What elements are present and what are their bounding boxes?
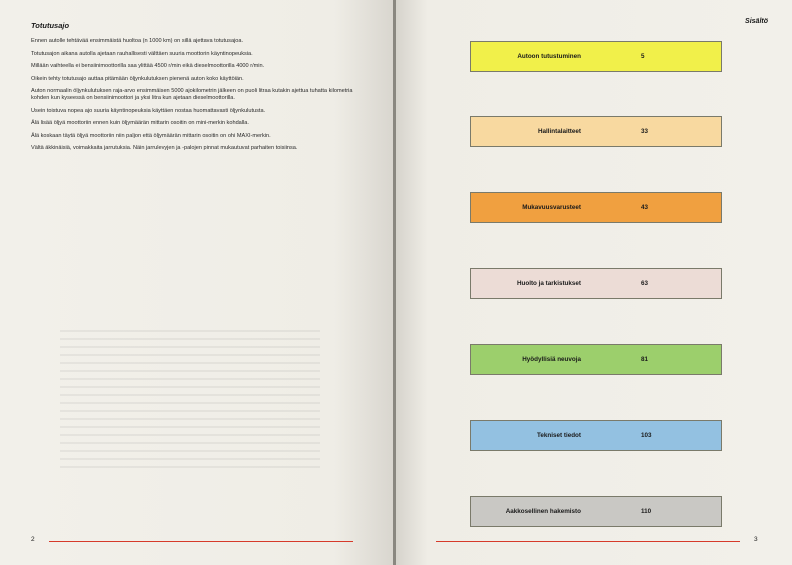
page-number-right: 3	[754, 536, 758, 543]
toc-entry-hallintalaitteet[interactable]	[470, 116, 722, 147]
toc-page-number: 63	[641, 280, 649, 287]
toc-label: Hyödyllisiä neuvoja	[522, 356, 581, 363]
right-page	[396, 0, 792, 565]
toc-label: Tekniset tiedot	[537, 432, 581, 439]
show-through-shadow	[60, 330, 320, 470]
toc-label: Aakkosellinen hakemisto	[505, 508, 581, 515]
toc-label: Hallintalaitteet	[537, 128, 581, 135]
toc-page-number: 110	[641, 508, 652, 515]
toc-title: Sisältö	[745, 18, 768, 25]
paragraph: Usein toistuva nopea ajo suuria käyntinopeuksia käyttäen nostaa huomattavasti öljynkulutusta.	[31, 107, 266, 114]
toc-page-number: 81	[641, 356, 649, 363]
body-text	[31, 38, 361, 158]
paragraph: Totutusajon aikana autolla ajetaan rauhallisesti välttäen suuria moottorin käyntinopeuksia.	[31, 50, 253, 57]
toc-entry-tekniset-tiedot[interactable]	[470, 420, 722, 451]
toc-entry-aakkosellinen-hakemisto[interactable]	[470, 496, 722, 527]
toc-entry-autoon-tutustuminen[interactable]	[470, 41, 722, 72]
toc-page-number: 43	[641, 204, 649, 211]
left-page	[0, 0, 393, 565]
toc-entry-huolto-ja-tarkistukset[interactable]	[470, 268, 722, 299]
section-title: Totutusajo	[31, 21, 70, 30]
toc-page-number: 33	[641, 128, 649, 135]
page-number-left: 2	[31, 536, 35, 543]
paragraph: Älä koskaan täytä öljyä moottoriin niin paljon että öljymäärän mittarin osoitin on ohi MAXI-merkin.	[31, 132, 271, 139]
paragraph: Auton normaalin öljynkulutuksen raja-arvo ensimmäisen 5000 ajokilometrin jälkeen on puoli litraa kutakin ajettua tuhatta kilometria kohden kun kyseessä on bensiinimoottori ja yksi litra kun ajetaan dieselmoottorilla.	[31, 88, 353, 102]
footer-rule-left	[49, 541, 353, 542]
paragraph: Ennen autolle tehtävää ensimmäistä huoltoa (n 1000 km) on sillä ajettava totutusajoa.	[31, 38, 244, 44]
footer-rule-right	[436, 541, 740, 542]
toc-page-number: 103	[641, 432, 652, 439]
toc-label: Autoon tutustuminen	[517, 53, 581, 60]
paragraph: Älä lisää öljyä moottoriin ennen kuin öljymäärän mittarin osoitin on mini-merkin kohdalla.	[31, 120, 249, 127]
paragraph: Vältä äkkinäisiä, voimakkaita jarrutuksia. Näin jarrulevyjen ja -palojen pinnat mukautuvat parhaiten toisiinsa.	[31, 145, 298, 152]
toc-entry-mukavuusvarusteet[interactable]	[470, 192, 722, 223]
toc-label: Mukavuusvarusteet	[522, 204, 581, 211]
paragraph: Millään vaihteella ei bensiinimoottorilla saa ylittää 4500 r/min eikä dieselmoottorilla 4000 r/min.	[31, 63, 265, 69]
toc-page-number: 5	[641, 53, 645, 60]
paragraph: Oikein tehty totutusajo auttaa pitämään öljynkulutuksen pienenä auton koko käyttöiän.	[31, 75, 244, 82]
toc-entry-hyodyllisia-neuvoja[interactable]	[470, 344, 722, 375]
toc-label: Huolto ja tarkistukset	[516, 280, 581, 287]
